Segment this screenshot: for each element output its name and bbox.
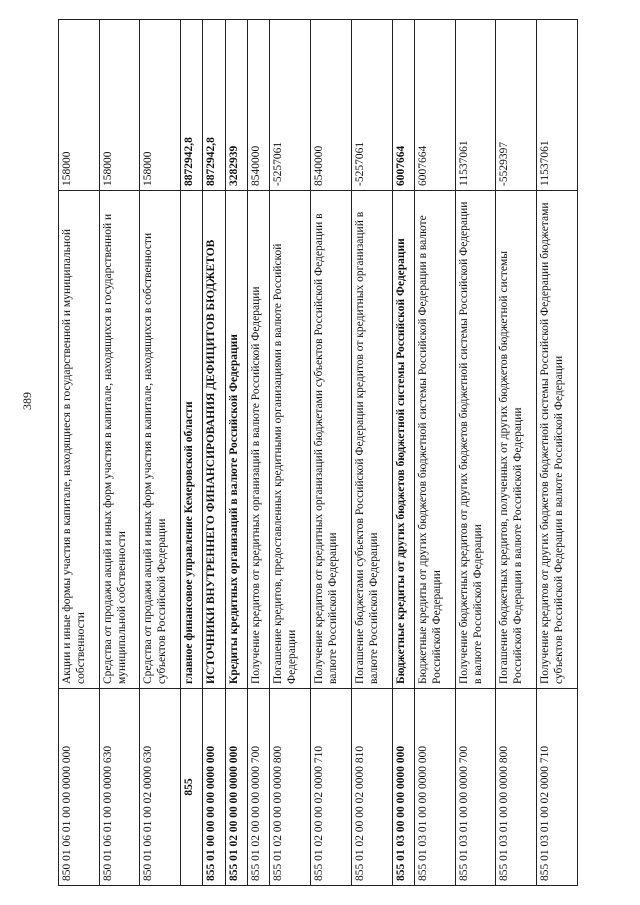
table-row	[455, 20, 496, 886]
row-sum-cell: 3282939	[225, 20, 247, 191]
row-code-cell: 855 01 03 01 00 00 0000 700	[455, 689, 496, 886]
row-name-cell: Бюджетные кредиты от других бюджетов бюджетной системы Российской Федерации в валюте Российской Федерации	[414, 191, 455, 689]
table-body	[59, 20, 578, 886]
page-number: 389	[20, 392, 34, 410]
row-code-cell: 855 01 02 00 00 00 0000 000	[225, 689, 247, 886]
row-sum-cell: -5257061	[270, 20, 311, 191]
row-name-cell: главное финансовое управление Кемеровской области	[181, 191, 203, 689]
row-sum-cell: 158000	[140, 20, 181, 191]
row-sum-cell: 6007664	[414, 20, 455, 191]
table-row	[392, 20, 414, 886]
row-code-cell: 850 01 06 01 00 00 0000 630	[99, 689, 140, 886]
row-name-cell: Получение бюджетных кредитов от других бюджетов бюджетной системы Российской Федерации в валюте Российской Федерации	[455, 191, 496, 689]
row-sum-cell: 8872942,8	[181, 20, 203, 191]
budget-sources-table	[58, 19, 578, 886]
row-name-cell: Погашение бюджетных кредитов, полученных от других бюджетов бюджетной системы Российской Федерации в валюте Российской Федерации	[496, 191, 537, 689]
table-row	[140, 20, 181, 886]
row-code-cell: 855	[181, 689, 203, 886]
row-name-cell: Средства от продажи акций и иных форм участия в капитале, находящихся в собственности субъектов Российской Федерации	[140, 191, 181, 689]
row-sum-cell: 11537061	[537, 20, 578, 191]
row-code-cell: 855 01 02 00 00 02 0000 710	[311, 689, 352, 886]
table-row	[225, 20, 247, 886]
rotated-table-container	[58, 20, 578, 886]
row-code-cell: 855 01 03 00 00 00 0000 000	[392, 689, 414, 886]
table-row	[248, 20, 270, 886]
row-name-cell: Бюджетные кредиты от других бюджетов бюджетной системы Российской Федерации	[392, 191, 414, 689]
table-row	[351, 20, 392, 886]
row-code-cell: 855 01 03 01 00 00 0000 800	[496, 689, 537, 886]
row-name-cell: Получение кредитов от кредитных организаций бюджетами субъектов Российской Федерации в валюте Российской Федерации	[311, 191, 352, 689]
row-sum-cell: -5529397	[496, 20, 537, 191]
row-name-cell: Акции и иные формы участия в капитале, находящиеся в государственной и муниципальной собственности	[59, 191, 100, 689]
row-code-cell: 855 01 02 00 00 00 0000 700	[248, 689, 270, 886]
table-row	[59, 20, 100, 886]
row-sum-cell: 158000	[99, 20, 140, 191]
table-row	[181, 20, 203, 886]
row-code-cell: 855 01 03 01 00 02 0000 710	[537, 689, 578, 886]
table-row	[270, 20, 311, 886]
row-sum-cell: -5257061	[351, 20, 392, 191]
row-code-cell: 855 01 03 01 00 00 0000 000	[414, 689, 455, 886]
row-sum-cell: 8540000	[248, 20, 270, 191]
row-code-cell: 855 01 02 00 00 02 0000 810	[351, 689, 392, 886]
row-code-cell: 855 01 02 00 00 00 0000 800	[270, 689, 311, 886]
table-row	[99, 20, 140, 886]
row-sum-cell: 8540000	[311, 20, 352, 191]
table-row	[414, 20, 455, 886]
row-name-cell: Средства от продажи акций и иных форм участия в капитале, находящихся в государственной и муниципальной собственности	[99, 191, 140, 689]
row-sum-cell: 158000	[59, 20, 100, 191]
row-code-cell: 850 01 06 01 00 02 0000 630	[140, 689, 181, 886]
table-row	[537, 20, 578, 886]
row-sum-cell: 8872942,8	[203, 20, 225, 191]
row-name-cell: ИСТОЧНИКИ ВНУТРЕННЕГО ФИНАНСИРОВАНИЯ ДЕФИЦИТОВ БЮДЖЕТОВ	[203, 191, 225, 689]
row-sum-cell: 6007664	[392, 20, 414, 191]
row-sum-cell: 11537061	[455, 20, 496, 191]
table-row	[496, 20, 537, 886]
row-name-cell: Кредиты кредитных организаций в валюте Российской Федерации	[225, 191, 247, 689]
row-name-cell: Получение кредитов от других бюджетов бюджетной системы Российской Федерации бюджетами субъектов Российской Федерации в валюте Российской Федерации	[537, 191, 578, 689]
table-row	[311, 20, 352, 886]
row-name-cell: Погашение кредитов, предоставленных кредитными организациями в валюте Российской Федерации	[270, 191, 311, 689]
row-code-cell: 850 01 06 01 00 00 0000 000	[59, 689, 100, 886]
table-row	[203, 20, 225, 886]
row-code-cell: 855 01 00 00 00 00 0000 000	[203, 689, 225, 886]
row-name-cell: Получение кредитов от кредитных организаций в валюте Российской Федерации	[248, 191, 270, 689]
row-name-cell: Погашение бюджетами субъектов Российской Федерации кредитов от кредитных организаций в валюте Российской Федерации	[351, 191, 392, 689]
